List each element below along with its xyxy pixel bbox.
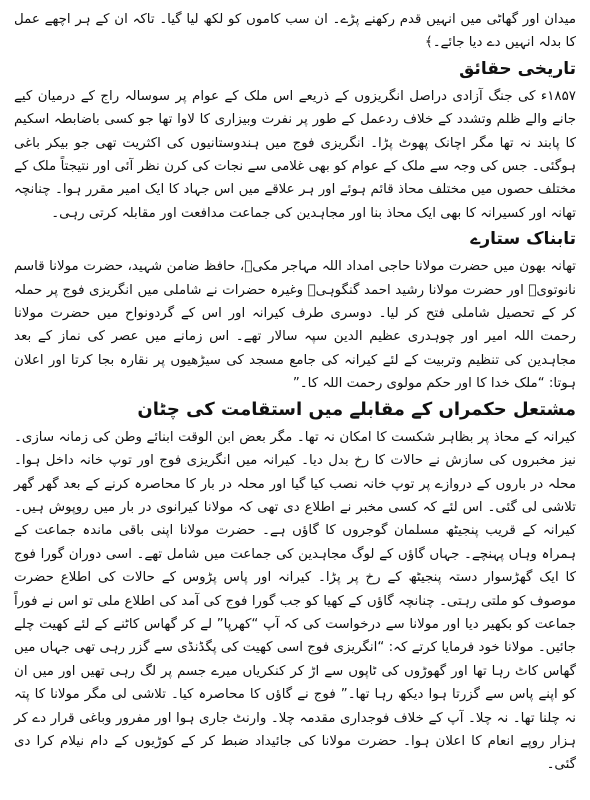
heading-shining-stars: تابناک ستارے: [470, 229, 576, 250]
heading-steadfastness: مشتعل حکمراں کے مقابلے میں استقامت کی چٹان: [137, 398, 576, 420]
intro-paragraph: میدان اور گھاٹی میں انہیں قدم رکھنے پڑے۔ ان سب کاموں کو لکھ لیا گیا۔ تاکہ ان کے ہر اچھے عمل کا بدلہ انہیں دے دیا جائے۔﴾: [14, 12, 576, 51]
paragraph-1857-war: ۱۸۵۷ء کی جنگ آزادی دراصل انگریزوں کے ذریعے اس ملک کے عوام پر سوسالہ راج کے درمیان کیے جانے والے ظلم وتشدد کے خلاف ردعمل کے طور پر نفرت وبیزاری کا لاوا تھا جو کسی باضابطہ اسکیم کا پابند نہ تھا مگر اچانک پھوٹ پڑا۔ انگریزی فوج میں ہندوستانیوں کی اکثریت تھی جو بیکر باغی ہوگئی۔ جس کی وجہ سے ملک کے عوام کو بھی غلامی سے نجات کی کرن نظر آئی اور نتیجتاً ملک کے مختلف حصوں میں مختلف محاذ قائم ہوئے اور ہر علاقے میں اس جہاد کا ایک امیر مقرر ہوا۔ چنانچہ تھانہ اور کسیرانہ کا بھی ایک محاذ بنا اور مجاہدین کی جماعت مدافعت اور مقابلہ کرتی رہی۔: [14, 88, 576, 221]
paragraph-thana-bhawan: تھانہ بھون میں حضرت مولانا حاجی امداد اللہ مہاجر مکیؒ، حافظ ضامن شہید، حضرت مولانا قاسم نانوتویؒ اور حضرت مولانا رشید احمد گنگوہیؒ وغیرہ حضرات نے شاملی میں انگریزی فوج پر حملہ کر کے تحصیل شاملی فتح کر لیا۔ دوسری طرف کیرانہ اور اس کے گردونواح میں حضرت مولانا رحمت اللہ امیر اور چوہدری عظیم الدین سپہ سالار تھے۔ اس زمانے میں عصر کی نماز کے بعد مجاہدین کی تنظیم وتربیت کے لئے کیرانہ کی جامع مسجد کی سیڑھیوں پر نقارہ بجا کرتا اور اعلان ہوتا: “ملک خدا کا اور حکم مولوی رحمت اللہ کا۔”: [14, 259, 576, 392]
heading-historical-facts: تاریخی حقائق: [459, 58, 576, 79]
paragraph-kairana-front: کیرانہ کے محاذ پر بظاہر شکست کا امکان نہ تھا۔ مگر بعض ابن الوقت ابنائے وطن کی زمانہ سازی۔ نیز مخبروں کی سازش نے حالات کا رخ بدل دیا۔ کیرانہ میں انگریزی فوج اور توپ خانہ داخل ہوا۔ محلہ در باروں کے دروازے پر توپ خانہ نصب کیا گیا اور محلہ در بار کا محاصرہ کرنے کے بعد گھر گھر تلاشی لی گئی۔ اس لئے کہ کسی مخبر نے اطلاع دی تھی کہ مولانا کیرانوی در بار میں روپوش ہیں۔ کیرانہ کے قریب پنجیٹھ مسلمان گوجروں کا گاؤں ہے۔ حضرت مولانا اپنی باقی ماندہ جماعت کے ہمراہ وہاں پہنچے۔ جہاں گاؤں کے لوگ مجاہدین کی جماعت میں شامل تھے۔ اسی دوران گورا فوج کا ایک گھڑسوار دستہ پنجیٹھ کے رخ پر پڑا۔ کیرانہ اور پاس پڑوس کے حالات کی اطلاع حضرت موصوف کو ملتی رہتی۔ چنانچہ گاؤں کے کھیا کو جب گورا فوج کی آمد کی اطلاع ملی تو اس نے فوراً جماعت کو بکھیر دیا اور مولانا سے درخواست کی کہ آپ “کھرپا” لے کر گھاس کاٹنے کے لئے کھیت چلے جائیں۔ مولانا خود فرمایا کرتے کہ: “انگریزی فوج اسی کھیت کی پگڈنڈی سے گزر رہی تھی جہاں میں گھاس کاٹ رہا تھا اور گھوڑوں کی ٹاپوں سے اڑ کر کنکریاں میرے جسم پر لگ رہی تھیں اور میں ان کو اپنے پاس سے گزرتا ہوا دیکھ رہا تھا۔” فوج نے گاؤں کا محاصرہ کیا۔ تلاشی لی مگر مولانا کا پتہ نہ چلنا تھا۔ نہ چلا۔ آپ کے خلاف فوجداری مقدمہ چلا۔ وارنٹ جاری ہوا اور مفرور وباغی قرار دے کر ہزار روپے انعام کا اعلان ہوا۔ حضرت مولانا کی جائیداد ضبط کر کے کوڑیوں کے دام نیلام کرا دی گئی۔: [14, 429, 576, 773]
